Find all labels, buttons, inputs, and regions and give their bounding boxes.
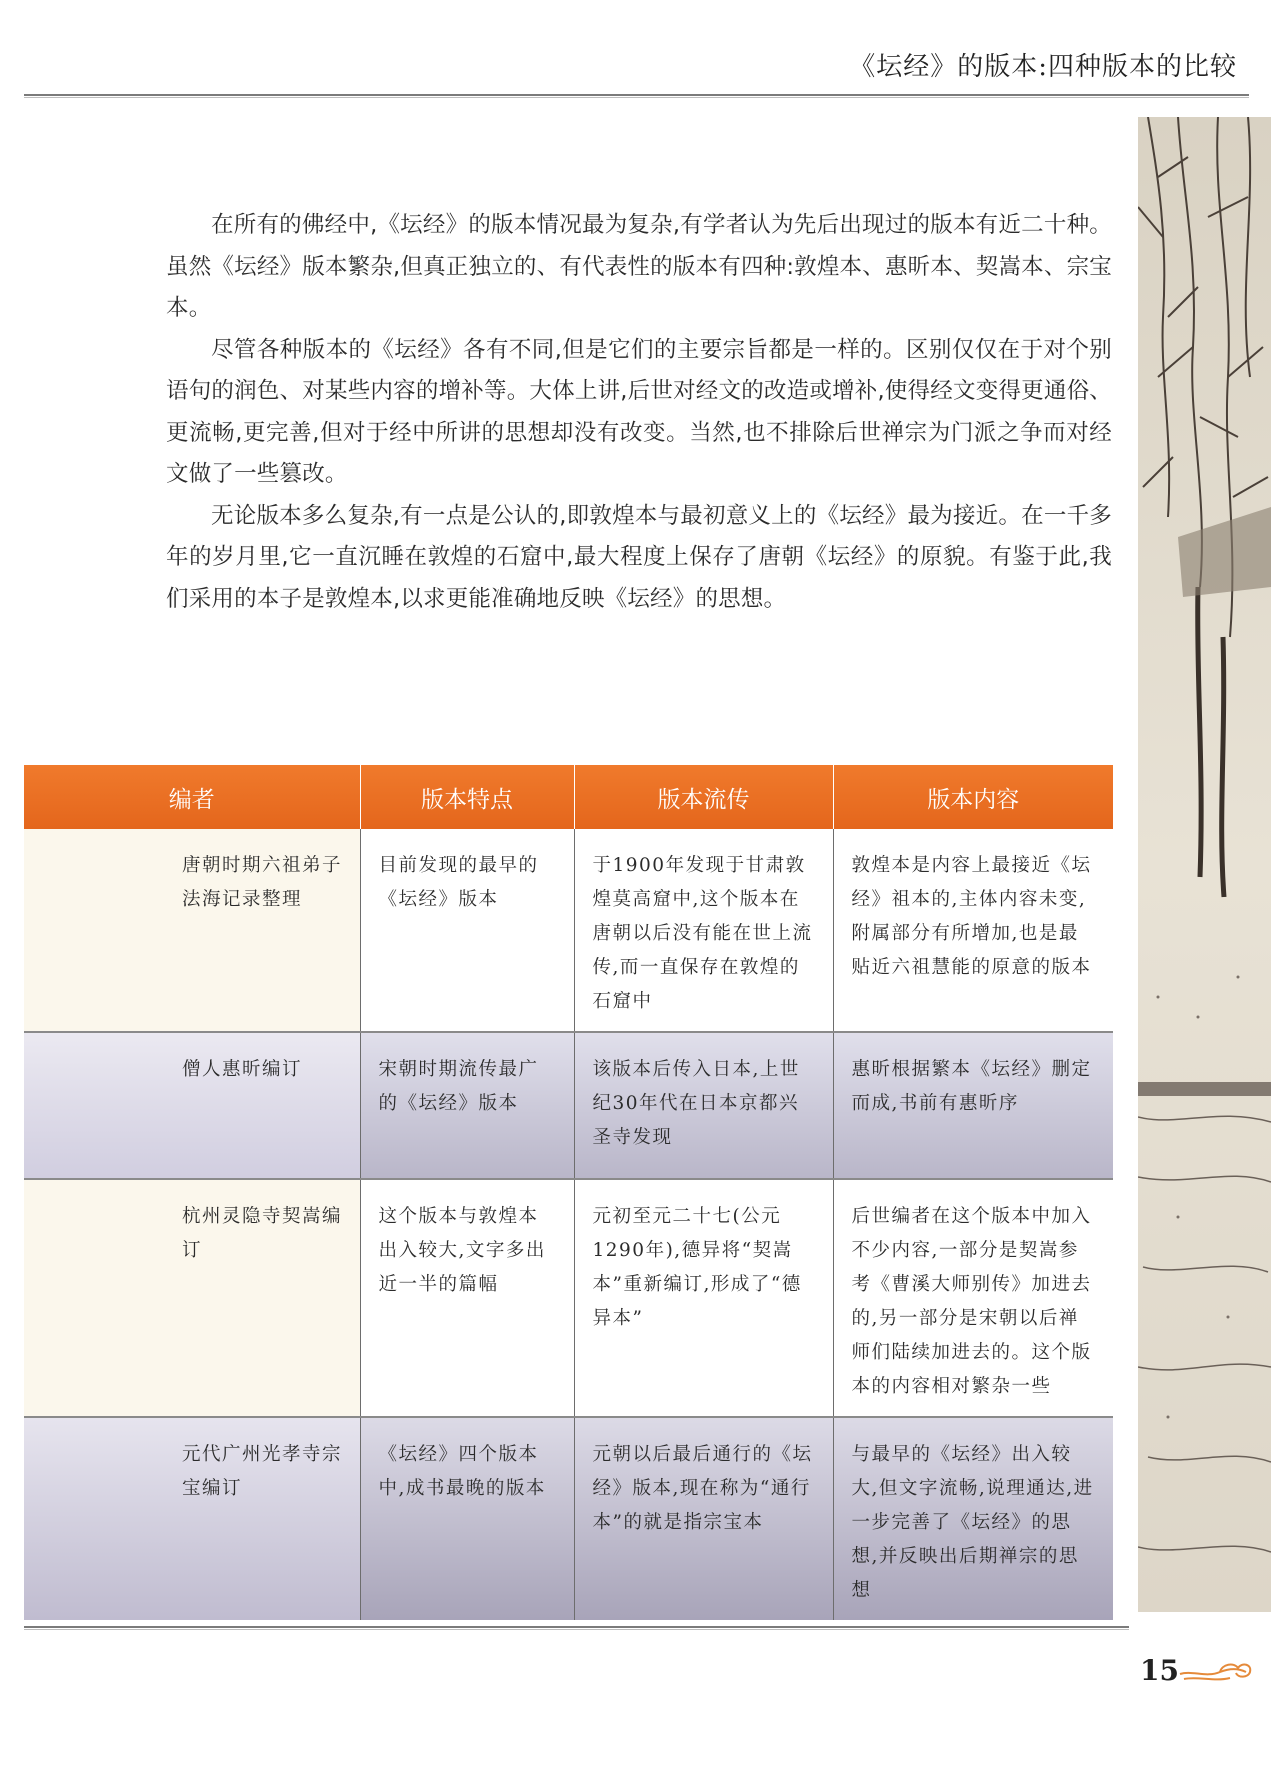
table-row xyxy=(24,1417,1113,1620)
table-cell: 元朝以后最后通行的《坛经》版本,现在称为“通行本”的就是指宗宝本 xyxy=(574,1417,833,1620)
paragraph: 尽管各种版本的《坛经》各有不同,但是它们的主要宗旨都是一样的。区别仅仅在于对个别语句的润色、对某些内容的增补等。大体上讲,后世对经文的改造或增补,使得经文变得更通俗、更流畅,更完善,但对于经中所讲的思想却没有改变。当然,也不排除后世禅宗为门派之争而对经文做了一些篡改。 xyxy=(166,336,1112,487)
footer-rule xyxy=(24,1626,1129,1628)
table-header-cell: 编者 xyxy=(24,765,360,829)
table-row xyxy=(24,1032,1113,1179)
tree-sketch-icon xyxy=(1138,117,1271,1612)
table-cell: 与最早的《坛经》出入较大,但文字流畅,说理通达,进一步完善了《坛经》的思想,并反映出后期禅宗的思想 xyxy=(833,1417,1113,1620)
table-cell: 宋朝时期流传最广的《坛经》版本 xyxy=(360,1032,574,1179)
table-cell: 这个版本与敦煌本出入较大,文字多出近一半的篇幅 xyxy=(360,1179,574,1417)
table-cell: 唐朝时期六祖弟子法海记录整理 xyxy=(24,829,360,1032)
table-cell: 元初至元二十七(公元1290年),德异将“契嵩本”重新编订,形成了“德异本” xyxy=(574,1179,833,1417)
table-cell: 后世编者在这个版本中加入不少内容,一部分是契嵩参考《曹溪大师别传》加进去的,另一部分是宋朝以后禅师们陆续加进去的。这个版本的内容相对繁杂一些 xyxy=(833,1179,1113,1417)
table-row xyxy=(24,1179,1113,1417)
table-cell: 惠昕根据繁本《坛经》删定而成,书前有惠昕序 xyxy=(833,1032,1113,1179)
cloud-ornament-icon xyxy=(1176,1656,1256,1686)
table-cell: 杭州灵隐寺契嵩编订 xyxy=(24,1179,360,1417)
version-comparison-table xyxy=(24,765,1113,1620)
footer-rule-thin xyxy=(24,1629,1129,1630)
table-header-cell: 版本特点 xyxy=(360,765,574,829)
paragraph: 在所有的佛经中,《坛经》的版本情况最为复杂,有学者认为先后出现过的版本有近二十种。虽然《坛经》版本繁杂,但真正独立的、有代表性的版本有四种:敦煌本、惠昕本、契嵩本、宗宝本。 xyxy=(166,212,1112,321)
header-rule xyxy=(24,94,1249,96)
table-header-row xyxy=(24,765,1113,829)
table-row xyxy=(24,829,1113,1032)
table-cell: 目前发现的最早的《坛经》版本 xyxy=(360,829,574,1032)
header-rule-thin xyxy=(24,97,1249,98)
table-cell: 该版本后传入日本,上世纪30年代在日本京都兴圣寺发现 xyxy=(574,1032,833,1179)
paragraph: 无论版本多么复杂,有一点是公认的,即敦煌本与最初意义上的《坛经》最为接近。在一千多年的岁月里,它一直沉睡在敦煌的石窟中,最大程度上保存了唐朝《坛经》的原貌。有鉴于此,我们采用的本子是敦煌本,以求更能准确地反映《坛经》的思想。 xyxy=(166,502,1112,612)
running-header-title: 《坛经》的版本:四种版本的比较 xyxy=(849,52,1237,82)
table-cell: 僧人惠昕编订 xyxy=(24,1032,360,1179)
table-cell: 元代广州光孝寺宗宝编订 xyxy=(24,1417,360,1620)
table-cell: 于1900年发现于甘肃敦煌莫高窟中,这个版本在唐朝以后没有能在世上流传,而一直保存在敦煌的石窟中 xyxy=(574,829,833,1032)
table-header-cell: 版本流传 xyxy=(574,765,833,829)
table-header-cell: 版本内容 xyxy=(833,765,1113,829)
body-text xyxy=(166,205,1112,620)
table-cell: 《坛经》四个版本中,成书最晚的版本 xyxy=(360,1417,574,1620)
page-number: 15 xyxy=(1140,1654,1179,1687)
table-cell: 敦煌本是内容上最接近《坛经》祖本的,主体内容未变,附属部分有所增加,也是最贴近六祖慧能的原意的版本 xyxy=(833,829,1113,1032)
